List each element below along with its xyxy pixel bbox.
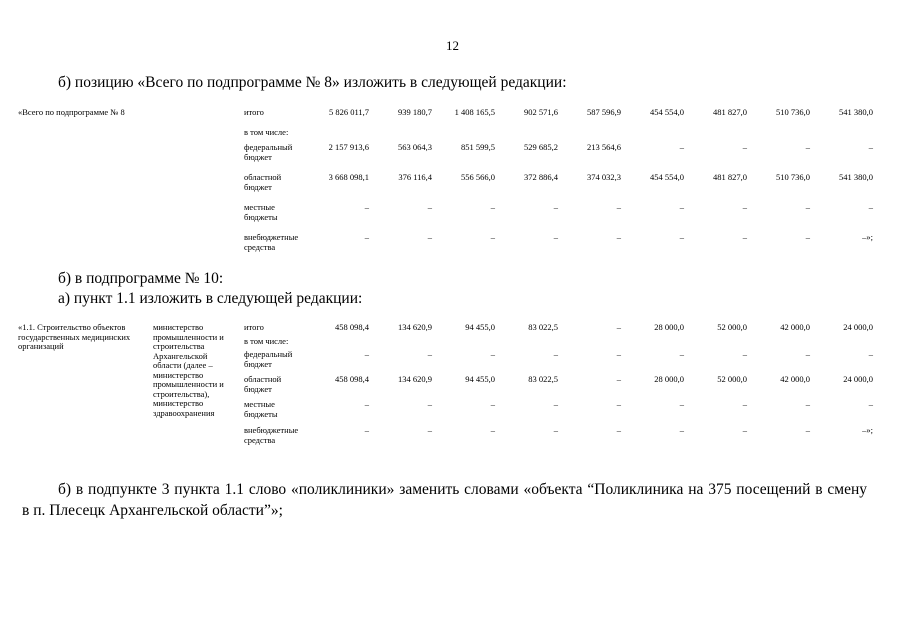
table-row xyxy=(18,108,873,128)
amount-cell: –»; xyxy=(862,425,873,435)
amount-cell: – xyxy=(364,232,369,242)
amount-cell: – xyxy=(679,425,684,435)
amount-cell: – xyxy=(679,349,684,359)
amount-cell: – xyxy=(364,425,369,435)
amount-cell: 24 000,0 xyxy=(843,374,873,384)
amount-cell: – xyxy=(805,349,810,359)
amount-cell: – xyxy=(679,399,684,409)
amount-cell: 374 032,3 xyxy=(587,172,621,182)
amount-cell: 541 380,0 xyxy=(839,107,873,117)
amount-cell: 454 554,0 xyxy=(650,172,684,182)
amount-cell: – xyxy=(490,232,495,242)
amount-cell: – xyxy=(616,349,621,359)
amount-cell: 587 596,9 xyxy=(587,107,621,117)
amount-cell: – xyxy=(616,374,621,384)
amount-cell: – xyxy=(427,425,432,435)
amount-cell: – xyxy=(616,202,621,212)
table-row xyxy=(18,323,873,337)
amount-cell: – xyxy=(427,349,432,359)
amount-cell: – xyxy=(553,425,558,435)
executor-cell xyxy=(153,108,241,255)
amount-cell: 5 826 011,7 xyxy=(328,107,369,117)
amount-cell: 42 000,0 xyxy=(780,322,810,332)
amount-cell: 134 620,9 xyxy=(398,374,432,384)
amount-cell: – xyxy=(490,425,495,435)
amount-cell: – xyxy=(427,202,432,212)
amount-cell xyxy=(684,337,747,350)
page-number: 12 xyxy=(446,38,459,53)
amount-cell: 52 000,0 xyxy=(717,374,747,384)
amount-cell: 28 000,0 xyxy=(654,374,684,384)
paragraph-subitem-3-line-2: в п. Плесецк Архангельской области”»; xyxy=(22,502,283,519)
amount-cell: 94 455,0 xyxy=(465,374,495,384)
amount-cell: 481 827,0 xyxy=(713,107,747,117)
funding-table-item-1-1 xyxy=(18,323,873,446)
amount-cell: 458 098,4 xyxy=(335,322,369,332)
paragraph-subitem-3-line-1: б) в подпункте 3 пункта 1.1 слово «поликлиники» заменить словами «объекта “Поликлиника на 375 посещений в смену xyxy=(58,481,867,498)
funding-source-label: итого xyxy=(244,107,264,117)
executor-cell: министерство промышленности и строительства Архангельской области (далее – министерство промышленности и строительства), министерство здравоохранения xyxy=(153,322,224,418)
funding-table-body xyxy=(18,323,873,446)
funding-source-label: федеральный бюджет xyxy=(244,349,293,369)
amount-cell: –»; xyxy=(862,232,873,242)
amount-cell: 902 571,6 xyxy=(524,107,558,117)
amount-cell xyxy=(558,337,621,350)
amount-cell: – xyxy=(427,232,432,242)
funding-source-label: областной бюджет xyxy=(244,374,282,394)
funding-source-label: областной бюджет xyxy=(244,172,282,192)
amount-cell: 24 000,0 xyxy=(843,322,873,332)
amount-cell: – xyxy=(553,349,558,359)
amount-cell: – xyxy=(553,399,558,409)
amount-cell: – xyxy=(742,425,747,435)
amount-cell: – xyxy=(742,142,747,152)
amount-cell: – xyxy=(490,349,495,359)
amount-cell: 1 408 165,5 xyxy=(454,107,495,117)
amount-cell: 3 668 098,1 xyxy=(328,172,369,182)
paragraph-subitem-3 xyxy=(22,479,867,521)
funding-source-label: местные бюджеты xyxy=(244,202,278,222)
amount-cell: – xyxy=(364,349,369,359)
amount-cell: 52 000,0 xyxy=(717,322,747,332)
amount-cell: 939 180,7 xyxy=(398,107,432,117)
amount-cell: 42 000,0 xyxy=(780,374,810,384)
amount-cell: 83 022,5 xyxy=(528,322,558,332)
funding-source-label: внебюджетные средства xyxy=(244,232,299,252)
funding-source-label: итого xyxy=(244,322,264,332)
amount-cell: – xyxy=(553,202,558,212)
amount-cell: 376 116,4 xyxy=(398,172,432,182)
paragraph-position-total-8: б) позицию «Всего по подпрограмме № 8» изложить в следующей редакции: xyxy=(58,74,567,91)
amount-cell: – xyxy=(868,399,873,409)
amount-cell: – xyxy=(742,399,747,409)
amount-cell xyxy=(432,128,495,143)
amount-cell: – xyxy=(427,399,432,409)
amount-cell xyxy=(810,337,873,350)
paragraph-item-1-1: а) пункт 1.1 изложить в следующей редакции: xyxy=(58,290,363,307)
amount-cell: – xyxy=(553,232,558,242)
amount-cell: – xyxy=(364,399,369,409)
amount-cell: 454 554,0 xyxy=(650,107,684,117)
amount-cell: – xyxy=(742,202,747,212)
amount-cell: 94 455,0 xyxy=(465,322,495,332)
amount-cell: – xyxy=(616,399,621,409)
amount-cell xyxy=(369,337,432,350)
amount-cell: – xyxy=(616,322,621,332)
amount-cell: – xyxy=(742,349,747,359)
amount-cell: – xyxy=(490,202,495,212)
funding-source-label: в том числе: xyxy=(244,127,289,137)
amount-cell: – xyxy=(679,232,684,242)
funding-source-label: внебюджетные средства xyxy=(244,425,299,445)
amount-cell: 510 736,0 xyxy=(776,107,810,117)
amount-cell: – xyxy=(679,142,684,152)
amount-cell: 529 685,2 xyxy=(524,142,558,152)
amount-cell: 2 157 913,6 xyxy=(328,142,369,152)
funding-source-label: федеральный бюджет xyxy=(244,142,293,162)
amount-cell: – xyxy=(868,142,873,152)
amount-cell xyxy=(369,128,432,143)
amount-cell xyxy=(810,128,873,143)
amount-cell xyxy=(432,337,495,350)
amount-cell: 851 599,5 xyxy=(461,142,495,152)
funding-table-subprogram-8 xyxy=(18,108,873,255)
amount-cell: 213 564,6 xyxy=(587,142,621,152)
amount-cell: 563 064,3 xyxy=(398,142,432,152)
amount-cell xyxy=(495,128,558,143)
amount-cell xyxy=(495,337,558,350)
amount-cell: – xyxy=(868,202,873,212)
amount-cell: – xyxy=(616,232,621,242)
amount-cell xyxy=(621,337,684,350)
funding-source-label: местные бюджеты xyxy=(244,399,278,419)
funding-source-label: в том числе: xyxy=(244,336,289,346)
amount-cell: – xyxy=(868,349,873,359)
amount-cell: – xyxy=(742,232,747,242)
amount-cell xyxy=(558,128,621,143)
amount-cell: 556 566,0 xyxy=(461,172,495,182)
amount-cell: – xyxy=(805,232,810,242)
amount-cell: 28 000,0 xyxy=(654,322,684,332)
amount-cell: 372 886,4 xyxy=(524,172,558,182)
amount-cell: 458 098,4 xyxy=(335,374,369,384)
amount-cell: – xyxy=(805,425,810,435)
paragraph-subprogram-10: б) в подпрограмме № 10: xyxy=(58,270,224,287)
amount-cell: 134 620,9 xyxy=(398,322,432,332)
amount-cell: – xyxy=(805,202,810,212)
amount-cell xyxy=(306,337,369,350)
amount-cell: 510 736,0 xyxy=(776,172,810,182)
amount-cell xyxy=(747,337,810,350)
amount-cell: – xyxy=(616,425,621,435)
amount-cell: 481 827,0 xyxy=(713,172,747,182)
amount-cell: – xyxy=(805,399,810,409)
amount-cell: 541 380,0 xyxy=(839,172,873,182)
amount-cell xyxy=(747,128,810,143)
amount-cell xyxy=(684,128,747,143)
amount-cell xyxy=(621,128,684,143)
item-name-cell: «Всего по подпрограмме № 8 xyxy=(18,107,125,117)
amount-cell xyxy=(306,128,369,143)
item-name-cell: «1.1. Строительство объектов государственных медицинских организаций xyxy=(18,322,131,351)
amount-cell: – xyxy=(490,399,495,409)
amount-cell: – xyxy=(805,142,810,152)
amount-cell: – xyxy=(679,202,684,212)
amount-cell: – xyxy=(364,202,369,212)
funding-table-body xyxy=(18,108,873,255)
amount-cell: 83 022,5 xyxy=(528,374,558,384)
